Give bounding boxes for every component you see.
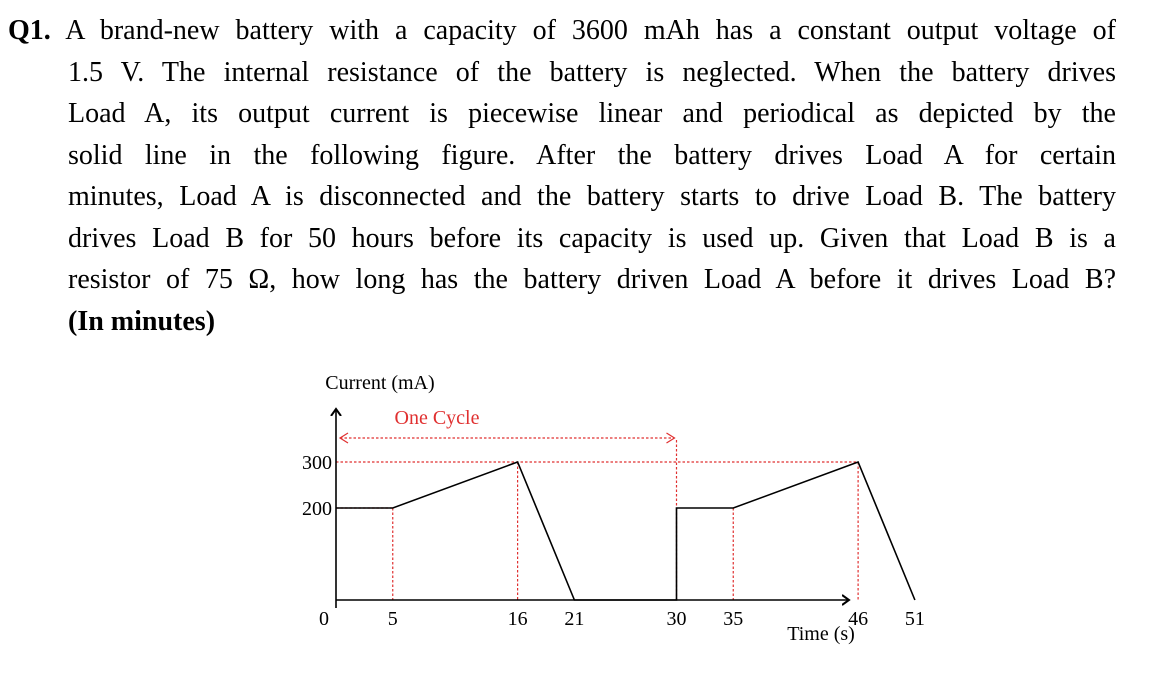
y-tick-label-300: 300: [302, 452, 332, 474]
one-cycle-marker: [340, 407, 675, 438]
y-axis-label: Current (mA): [325, 372, 435, 394]
question-line-7: resistor of 75 Ω, how long has the battery driven Load A before it drives Load B?: [68, 264, 1116, 295]
x-tick-label-0: 0: [319, 608, 329, 630]
x-tick-label-21: 21: [564, 608, 585, 630]
question-line-2: 1.5 V. The internal resistance of the battery is neglected. When the battery drives: [68, 56, 1116, 88]
x-axis-label: Time (s): [787, 623, 855, 645]
current-waveform: [336, 462, 915, 600]
question-line-1: Q1. A brand-new battery with a capacity of 3600 mAh has a constant output voltage of: [8, 15, 1116, 46]
x-tick-label-5: 5: [387, 608, 398, 630]
y-tick-label-200: 200: [302, 498, 332, 520]
x-tick-label-35: 35: [723, 608, 744, 630]
question-note: (In minutes): [68, 305, 216, 337]
one-cycle-label: One Cycle: [394, 407, 480, 429]
question-line-3: Load A, its output current is piecewise linear and periodical as depicted by the: [68, 98, 1116, 129]
y-tick-labels: [302, 452, 332, 520]
guide-lines: [336, 440, 858, 600]
question-line-6: drives Load B for 50 hours before its capacity is used up. Given that Load B is a: [68, 222, 1116, 254]
chart-axes: [336, 410, 848, 608]
question-line-5: minutes, Load A is disconnected and the battery starts to drive Load B. The battery: [68, 181, 1116, 212]
x-tick-label-51: 51: [904, 608, 925, 630]
question-line-4: solid line in the following figure. After the battery drives Load A for certain: [68, 139, 1116, 171]
x-tick-label-16: 16: [507, 608, 528, 630]
x-tick-label-46: 46: [848, 608, 869, 630]
x-tick-label-30: 30: [666, 608, 687, 630]
question-label: Q1.: [8, 15, 51, 46]
